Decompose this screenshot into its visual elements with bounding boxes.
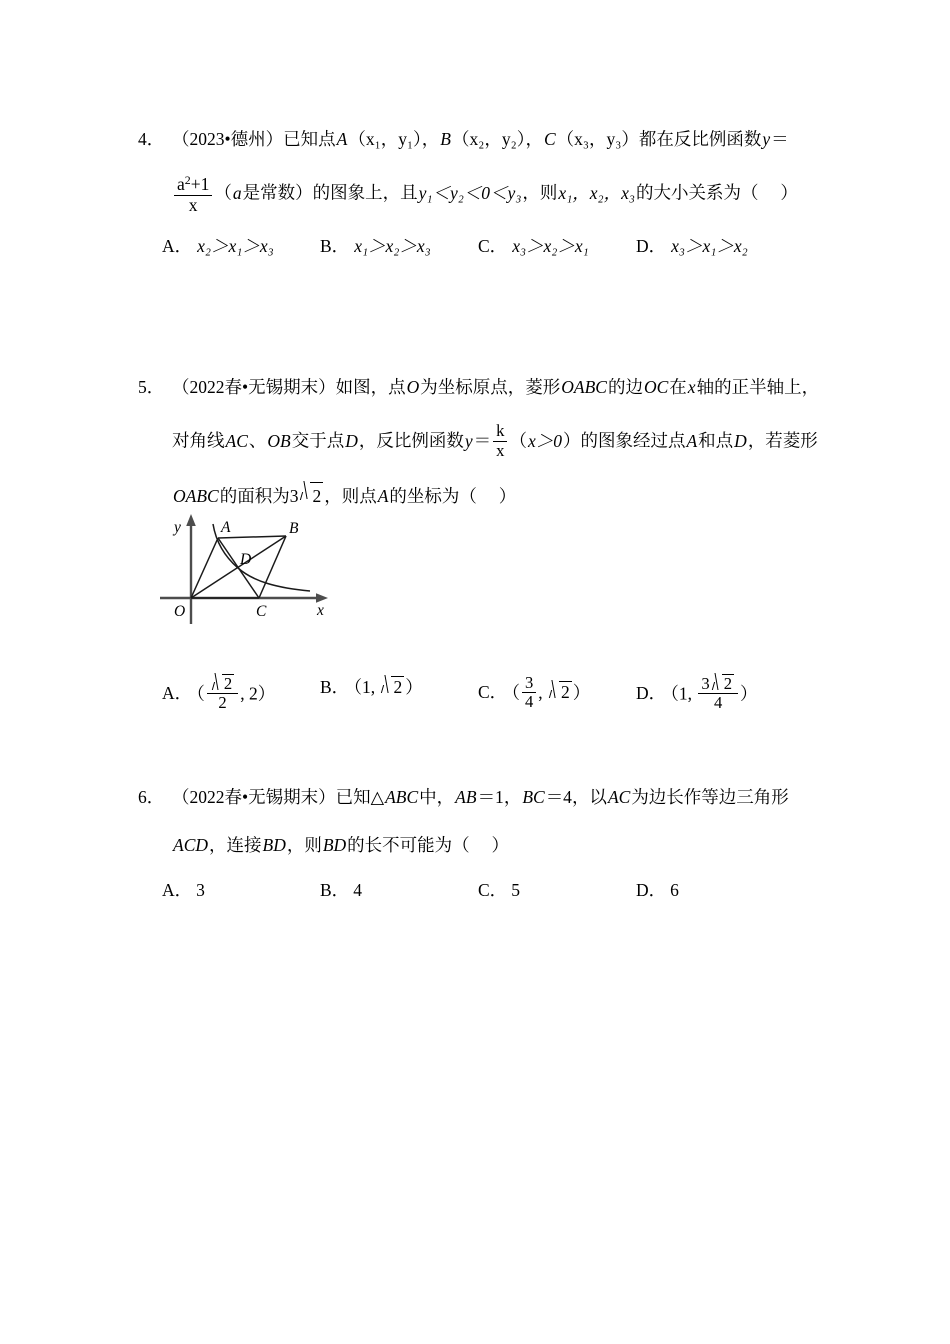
- question-5-figure: [158, 512, 378, 634]
- q5-l3-t4: ）: [498, 486, 517, 507]
- option-C-value: 5: [511, 879, 520, 900]
- q5-l1-t2: 为坐标原点，菱形: [420, 377, 561, 397]
- q5-l1-t4: 在: [669, 377, 687, 397]
- constant-a: a: [232, 182, 242, 203]
- sqrt-2: [211, 674, 234, 694]
- axis-name-x: x: [687, 377, 696, 397]
- question-6-stem-line-2: [138, 832, 838, 858]
- option-A-value: 3: [196, 879, 205, 900]
- radicand: 2: [223, 673, 233, 693]
- comma-2: ，: [525, 129, 543, 149]
- inequality-chain: y₁＜y₂＜0＜y₃: [418, 182, 522, 203]
- equals-sign: ＝: [771, 129, 789, 149]
- fraction-a2-plus-1-over-x: [174, 174, 212, 215]
- variable-list: x₁，x₂，x₃: [558, 182, 635, 203]
- question-5: [138, 374, 838, 722]
- q6-l1-eq2: ＝4: [545, 787, 572, 807]
- point-label-B: B: [440, 129, 451, 149]
- question-5-stem-line-1: [138, 374, 838, 400]
- option-D-y-denominator: 4: [714, 693, 723, 713]
- option-B-comma: ,: [370, 676, 380, 697]
- radicand: 2: [310, 482, 323, 509]
- diagonal-AC: AC: [225, 430, 248, 451]
- option-B-value: x₁＞x₂＞x₃: [354, 236, 431, 257]
- fraction-denominator-x: x: [496, 440, 505, 460]
- option-B-open-paren: （: [353, 676, 362, 697]
- fraction-numerator: [174, 174, 212, 196]
- question-4-option-B[interactable]: [320, 233, 432, 258]
- q5-l1-t1: 如图，点: [335, 377, 406, 397]
- q6-l1-t4: ，以: [571, 787, 607, 807]
- option-A-label: A．: [162, 879, 193, 900]
- question-4-stem-text-d: ，则: [522, 182, 558, 203]
- q5-l2-t4: ，反比例函数: [358, 430, 464, 451]
- option-C-x-numerator: 3: [522, 674, 536, 694]
- question-4-stem-line-2: [138, 174, 838, 215]
- question-6-option-D[interactable]: [636, 877, 679, 902]
- question-5-option-A[interactable]: [162, 674, 275, 713]
- sqrt-2: [711, 674, 734, 694]
- figure-label-C: C: [256, 603, 267, 620]
- comma-1: ，: [421, 129, 440, 149]
- q6-l1-eq1: ＝1: [477, 787, 504, 807]
- question-4-source: （2023•德州）: [172, 129, 284, 149]
- q6-l1-t2: 中，: [419, 787, 455, 807]
- question-5-option-B[interactable]: [320, 674, 423, 699]
- point-label-D2: D: [734, 430, 747, 451]
- question-5-source: （2022春•无锡期末）: [172, 377, 336, 397]
- question-6-options: [138, 877, 838, 907]
- segment-label-AC: AC: [607, 787, 631, 807]
- option-D-value: 6: [670, 879, 679, 900]
- option-C-label: C．: [478, 682, 508, 703]
- question-4-stem-text-c: 是常数）的图象上，且: [242, 182, 418, 203]
- q6-l2-t4: ）: [491, 835, 510, 856]
- figure-axis-label-y: y: [174, 519, 181, 536]
- option-A-label: A．: [162, 236, 193, 257]
- point-label-O: O: [406, 377, 420, 397]
- question-5-option-C[interactable]: [478, 674, 590, 712]
- question-6-option-B[interactable]: [320, 877, 362, 902]
- option-C-x-denominator: 4: [524, 692, 534, 712]
- question-4-stem-text-a: 已知点: [283, 129, 336, 149]
- segment-label-OC: OC: [643, 377, 669, 397]
- question-6-option-C[interactable]: [478, 877, 520, 902]
- point-B-args: （x₂，y₂）: [452, 129, 526, 149]
- option-A-x-denominator: 2: [218, 693, 227, 713]
- q6-l2-t3: 的长不可能为（: [347, 835, 470, 856]
- option-C-label: C．: [478, 236, 508, 257]
- triangle-label-ACD: ACD: [173, 835, 208, 856]
- radicand: 2: [561, 682, 570, 703]
- question-5-stem-line-3: [138, 482, 838, 509]
- option-D-close-paren: ）: [740, 683, 758, 704]
- point-label-C: C: [543, 129, 556, 149]
- segment-label-BD-2: BD: [322, 835, 347, 856]
- question-4: [138, 126, 838, 263]
- option-C-close-paren: ）: [572, 682, 591, 703]
- option-D-label: D．: [636, 236, 667, 257]
- radicand: 2: [723, 673, 733, 693]
- option-D-value: x₃＞x₁＞x₂: [671, 236, 748, 257]
- figure-label-O: O: [174, 603, 186, 620]
- option-A-open-paren: （: [196, 683, 205, 704]
- segment-label-AB: AB: [455, 787, 477, 807]
- option-B-label: B．: [320, 236, 350, 257]
- y-axis-arrow: [186, 514, 196, 526]
- question-4-stem-text-b: 都在反比例函数: [638, 129, 762, 149]
- sqrt-2: [380, 676, 404, 698]
- numerator-base: a: [177, 174, 185, 195]
- option-C-label: C．: [478, 879, 508, 900]
- option-C-value: x₃＞x₂＞x₁: [512, 236, 589, 257]
- q5-l1-t3: 的边: [607, 377, 643, 397]
- answer-blank-paren: [470, 835, 492, 855]
- question-4-number: 4．: [138, 129, 165, 149]
- option-A-close-paren: ）: [257, 683, 276, 704]
- q5-l3-t1: 的面积为: [219, 486, 290, 507]
- point-label-A: A: [336, 129, 348, 149]
- option-D-y-fraction: [698, 674, 738, 713]
- question-5-number: 5．: [138, 377, 165, 397]
- q5-l2-t8: ，若菱形: [747, 430, 818, 451]
- q5-l2-t6: ）的图象经过点: [562, 430, 686, 451]
- equals-sign: ＝: [473, 430, 492, 451]
- point-label-D: D: [345, 430, 358, 451]
- question-4-stem-text-e: 的大小关系为（: [635, 182, 759, 203]
- triangle-label-ABC: ABC: [385, 787, 419, 807]
- option-D-x: 1: [678, 683, 688, 704]
- q5-l2-t1: 对角线: [172, 430, 225, 451]
- option-A-x-fraction: [207, 674, 238, 713]
- option-D-open-paren: （: [670, 683, 679, 704]
- question-6-source: （2022春•无锡期末）: [172, 787, 336, 807]
- rhombus-label-OABC: OABC: [561, 377, 607, 397]
- rhombus-hyperbola-svg: [158, 512, 378, 634]
- question-4-stem-line-1: [138, 126, 838, 152]
- question-5-stem-line-2: [138, 422, 838, 460]
- option-B-close-paren: ）: [405, 676, 423, 697]
- option-A-x-numerator: [207, 674, 238, 695]
- option-A-label: A．: [162, 683, 193, 704]
- option-B-value: 4: [353, 879, 362, 900]
- question-4-stem-text-f: ）: [780, 182, 798, 203]
- point-A-args: （x₁，y₁）: [348, 129, 422, 149]
- figure-axis-label-x: x: [317, 602, 324, 619]
- option-C-comma: ,: [538, 682, 547, 703]
- rhombus-label-OABC-2: OABC: [173, 486, 219, 507]
- fraction-k-over-x: [493, 422, 507, 460]
- option-C-x-fraction: [522, 674, 536, 712]
- question-4-option-D[interactable]: [636, 233, 749, 258]
- question-4-option-C[interactable]: [478, 233, 590, 258]
- q5-l3-t3: 的坐标为（: [389, 486, 477, 507]
- q6-l1-t3: ，: [503, 787, 522, 807]
- q6-l2-t1: ，连接: [209, 835, 262, 856]
- option-A-value: x₂＞x₁＞x₃: [197, 236, 274, 257]
- option-B-label: B．: [320, 879, 350, 900]
- question-5-options: [138, 674, 838, 722]
- point-C-args: （x₃，y₃）: [556, 129, 639, 149]
- function-variable-y: y: [464, 430, 473, 451]
- option-B-label: B．: [320, 676, 350, 697]
- figure-label-D: D: [240, 551, 252, 568]
- q5-l2-t2: 、: [248, 430, 267, 451]
- sqrt-2-area: [299, 482, 323, 509]
- question-6-stem-line-1: [138, 784, 838, 810]
- point-label-A: A: [686, 430, 698, 451]
- numerator-tail: +1: [190, 174, 210, 195]
- option-D-comma: ,: [687, 683, 697, 704]
- figure-label-B: B: [289, 520, 299, 537]
- question-6: [138, 784, 838, 907]
- answer-blank-paren: [758, 183, 780, 203]
- question-6-option-A[interactable]: [162, 877, 205, 902]
- area-coefficient: 3: [289, 486, 299, 507]
- question-6-number: 6．: [138, 787, 165, 807]
- q6-l1-t1: 已知△: [335, 787, 385, 807]
- option-B-x: 1: [361, 676, 371, 697]
- sqrt-2: [548, 681, 572, 703]
- side-AB: [218, 536, 286, 538]
- q5-l2-t7: 和点: [698, 430, 734, 451]
- q5-l2-t3: 交于点: [291, 430, 345, 451]
- q6-l1-t5: 为边长作等边三角形: [631, 787, 789, 807]
- q5-l3-t2: ，则点: [324, 486, 377, 507]
- option-C-open-paren: （: [511, 682, 520, 703]
- answer-blank-paren: [477, 486, 499, 506]
- fraction-numerator-k: k: [493, 422, 507, 442]
- numerator-exponent: 2: [184, 173, 191, 188]
- segment-label-BC: BC: [522, 787, 545, 807]
- diagonal-OB: OB: [267, 430, 291, 451]
- question-5-option-D[interactable]: [636, 674, 758, 713]
- point-label-A-3: A: [377, 486, 389, 507]
- domain-condition: x＞0: [527, 430, 562, 451]
- option-D-y-numerator: [698, 674, 738, 695]
- open-paren-const: （: [214, 182, 232, 203]
- option-A-comma: ,: [240, 683, 249, 704]
- question-4-options: [138, 233, 838, 263]
- option-D-label: D．: [636, 879, 667, 900]
- option-A-y: 2: [248, 683, 258, 704]
- fraction-denominator: x: [188, 194, 198, 215]
- figure-label-A: A: [221, 519, 231, 536]
- option-D-y-coefficient: 3: [701, 673, 710, 693]
- segment-label-BD: BD: [262, 835, 286, 856]
- option-D-label: D．: [636, 683, 667, 704]
- function-variable-y: y: [762, 129, 771, 149]
- question-4-option-A[interactable]: [162, 233, 275, 258]
- q5-l2-t5: （: [509, 430, 527, 451]
- q5-l1-t5: 轴的正半轴上，: [696, 377, 820, 397]
- radicand: 2: [393, 676, 403, 697]
- q6-l2-t2: ，则: [286, 835, 322, 856]
